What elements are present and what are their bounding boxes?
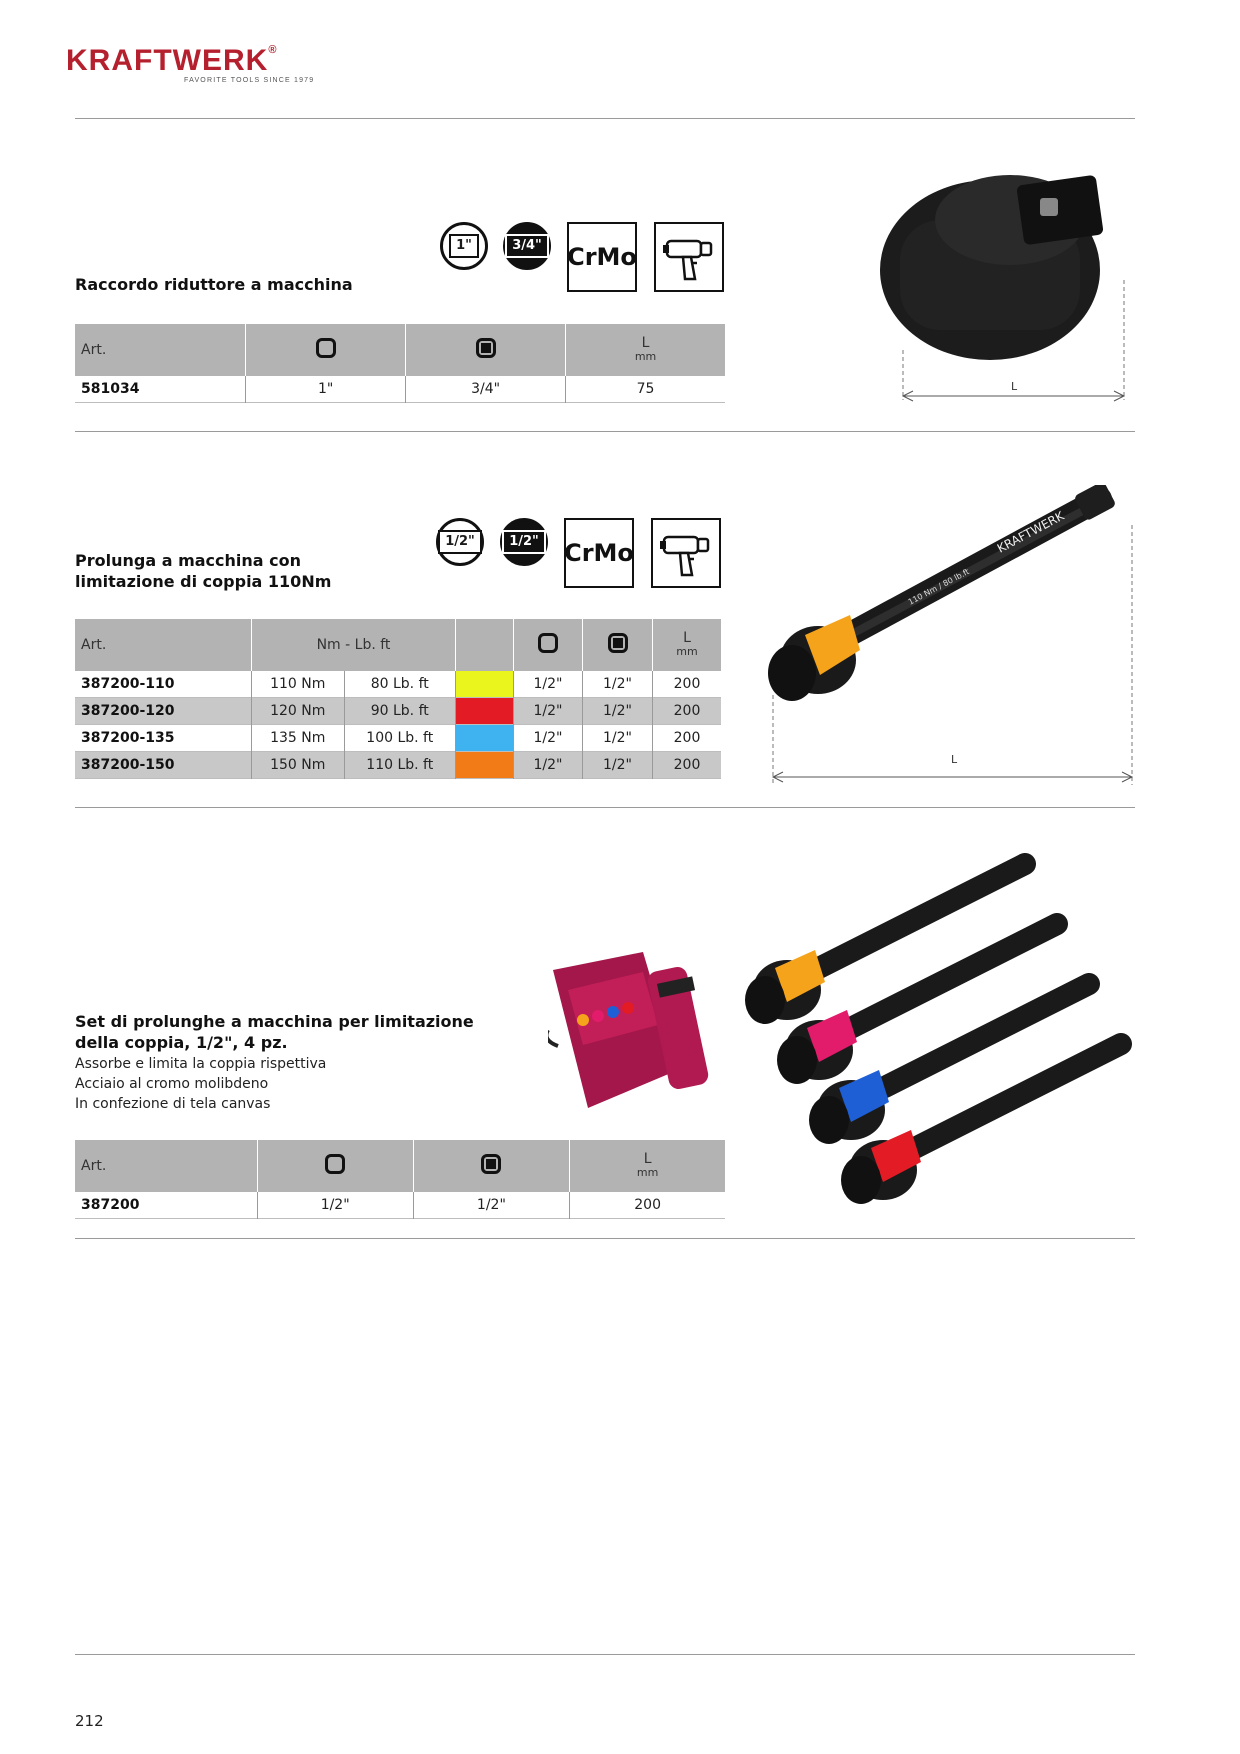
color-swatch [456,725,513,751]
cell-drive-in: 1/2" [514,671,583,698]
product-brand-text: KRAFTWERK [994,508,1067,556]
crmo-badge: CrMo [567,222,637,292]
divider [75,431,1135,432]
section-3-title: Set di prolunghe a macchina per limitazione della coppia, 1/2", 4 pz. [75,1012,474,1052]
cell-length: 200 [653,725,722,752]
footer-divider [75,1654,1135,1655]
col-drive-out [406,324,566,376]
brand-logo: KRAFTWERK® [66,44,278,77]
cell-length: 200 [653,752,722,779]
col-length: L mm [566,324,725,376]
cell-torque-nm: 150 Nm [252,752,345,779]
impact-wrench-icon [651,518,721,588]
cell-torque-lbft: 80 Lb. ft [344,671,455,698]
cell-art: 387200-120 [75,698,252,725]
square-drive-icon [325,1154,345,1174]
cell-torque-lbft: 100 Lb. ft [344,725,455,752]
cell-color [456,725,514,752]
col-drive-in [514,619,583,671]
cell-drive-out: 1/2" [583,725,653,752]
cell-torque-nm: 135 Nm [252,725,345,752]
cell-torque-nm: 120 Nm [252,698,345,725]
square-socket-icon [608,633,628,653]
col-drive-out [413,1140,570,1192]
table-row: 387200 1/2" 1/2" 200 [75,1192,725,1219]
adapter-product-image [870,160,1140,410]
cell-torque-lbft: 90 Lb. ft [344,698,455,725]
drive-badge-1-2in-socket: 1/2" [500,518,548,566]
cell-color [456,752,514,779]
col-length: L mm [570,1140,725,1192]
square-socket-icon [476,338,496,358]
cell-drive-out: 1/2" [583,671,653,698]
cell-torque-lbft: 110 Lb. ft [344,752,455,779]
brand-tagline: FAVORITE TOOLS SINCE 1979 [184,77,315,84]
col-torque: Nm - Lb. ft [252,619,456,671]
cell-color [456,698,514,725]
table-row [75,725,721,752]
cell-art: 387200-135 [81,730,175,746]
divider [75,807,1135,808]
square-drive-icon [316,338,336,358]
table-row [75,671,721,698]
divider [75,118,1135,119]
dimension-label-L: L [1011,380,1018,393]
section-3-description: Assorbe e limita la coppia rispettiva Acciaio al cromo molibdeno In confezione di tela canvas [75,1056,327,1112]
cell-drive-in: 1/2" [514,752,583,779]
color-swatch [456,671,513,697]
col-art: Art. [75,619,252,671]
cell-length: 200 [653,671,722,698]
cell-art: 387200-150 [75,752,252,779]
cell-drive-out: 1/2" [583,752,653,779]
product-torque-text: 110 Nm / 80 lb.ft [906,567,971,607]
col-drive-out [583,619,653,671]
cell-drive-in: 1/2" [514,698,583,725]
section-1-table [75,324,725,403]
section-3-table [75,1140,725,1219]
crmo-badge: CrMo [564,518,634,588]
table-row: 581034 1" 3/4" 75 [75,376,725,403]
divider [75,1238,1135,1239]
color-swatch [456,698,513,724]
table-row [75,698,721,725]
cell-length: 200 [653,698,722,725]
table-row [75,752,721,779]
square-drive-icon [538,633,558,653]
col-color [456,619,514,671]
cell-drive-in: 1/2" [514,725,583,752]
color-swatch [456,752,513,778]
col-length: L mm [653,619,722,671]
cell-drive-out: 1/2" [583,698,653,725]
drive-badge-3-4in: 3/4" [503,222,551,270]
torque-extension-image [760,485,1140,790]
cell-torque-nm: 110 Nm [252,671,345,698]
drive-badge-1in: 1" [440,222,488,270]
impact-wrench-icon [654,222,724,292]
col-drive-in [246,324,406,376]
section-1-title: Raccordo riduttore a macchina [75,275,353,294]
dimension-label-L: L [951,753,958,766]
col-drive-in [257,1140,413,1192]
extension-set-image [735,850,1135,1210]
col-art: Art. [75,324,246,376]
drive-badge-1-2in: 1/2" [436,518,484,566]
canvas-pouch-image [548,950,728,1115]
cell-color [456,671,514,698]
section-2-title: Prolunga a macchina con limitazione di coppia 110Nm [75,551,332,591]
section-2-table [75,619,721,779]
col-art: Art. [75,1140,257,1192]
cell-art: 387200-110 [81,676,175,692]
page-number: 212 [75,1712,104,1730]
square-socket-icon [481,1154,501,1174]
